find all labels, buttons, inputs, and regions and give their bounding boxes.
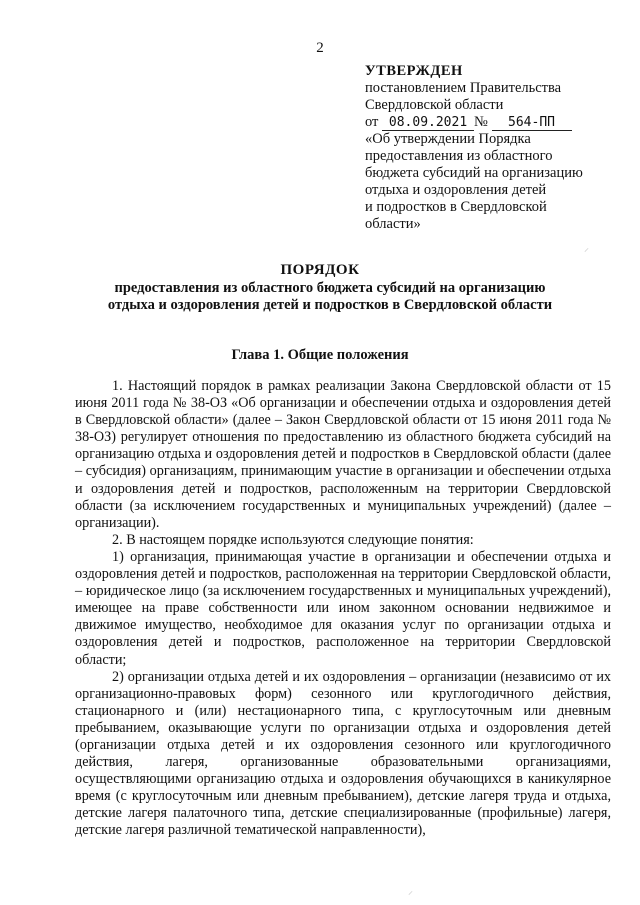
approval-title: УТВЕРЖДЕН: [365, 63, 463, 79]
decree-line: области»: [365, 216, 421, 232]
from-label: от: [365, 114, 379, 130]
scan-mark: ⸝: [408, 886, 413, 897]
approval-line-2: Свердловской области: [365, 97, 504, 113]
decree-date: 08.09.2021: [382, 116, 474, 131]
paragraph: 1. Настоящий порядок в рамках реализации Закона Свердловской области от 15 июня 2011 года № 38-ОЗ «Об организации и обеспечении отдыха и оздоровления детей в Свердловской области» (далее – Закон Свердловской области от 15 июня 2011 года № 38-ОЗ) регулирует отношения по предоставлению из областного бюджета субсидий на организацию отдыха и оздоровления детей и подростков в Свердловской области (далее – субсидия) организациям, принимающим участие в организации и обеспечении отдыха и оздоровления детей и подростков, расположенным на территории Свердловской области (за исключением государственных и муниципальных учреждений) (далее – организации).: [75, 378, 611, 531]
document-subtitle: предоставления из областного бюджета субсидий на организацию отдыха и оздоровления детей и подростков в Свердловской области: [107, 280, 553, 313]
document-body: [75, 378, 611, 840]
page-number: 2: [316, 40, 324, 56]
paragraph: 2) организации отдыха детей и их оздоровления – организации (независимо от их организационно-правовых форм) сезонного или круглогодичного действия, стационарного и (или) нестационарного типа, с круглосуточным или дневным пребыванием, оказывающие услуги по организации отдыха и оздоровления детей (организации отдыха детей и их оздоровления сезонного или круглогодичного действия, лагеря, организованные образовательными организациями, осуществляющими организацию отдыха и оздоровления обучающихся в каникулярное время (с круглосуточным или дневным пребыванием), детские лагеря труда и отдыха, детские лагеря палаточного типа, детские специализированные (профильные) лагеря, детские лагеря различной тематической направленности),: [75, 668, 611, 839]
scan-mark: ⸝: [584, 243, 589, 254]
decree-line: и подростков в Свердловской: [365, 199, 547, 215]
approval-line-1: постановлением Правительства: [365, 80, 562, 96]
number-label: №: [474, 114, 488, 130]
paragraph: 2. В настоящем порядке используются следующие понятия:: [112, 531, 474, 548]
decree-line: предоставления из областного: [365, 148, 553, 164]
document-title: ПОРЯДОК: [280, 262, 360, 278]
decree-number: 564-ПП: [492, 116, 572, 131]
decree-line: отдыха и оздоровления детей: [365, 182, 547, 198]
decree-line: «Об утверждении Порядка: [365, 131, 531, 147]
paragraph: 1) организация, принимающая участие в организации и обеспечении отдыха и оздоровления детей и подростков, расположенная на территории Свердловской области, – юридическое лицо (за исключением государственных и муниципальных учреждений), имеющее на праве собственности или ином законном основании недвижимое и движимое имущество, необходимое для оказания услуг по организации отдыха и оздоровления детей и подростков, расположенное на территории Свердловской области;: [75, 548, 611, 668]
approval-date-line: [365, 114, 625, 131]
chapter-heading: Глава 1. Общие положения: [231, 347, 409, 363]
approval-block: [365, 63, 625, 233]
decree-line: бюджета субсидий на организацию: [365, 165, 583, 181]
